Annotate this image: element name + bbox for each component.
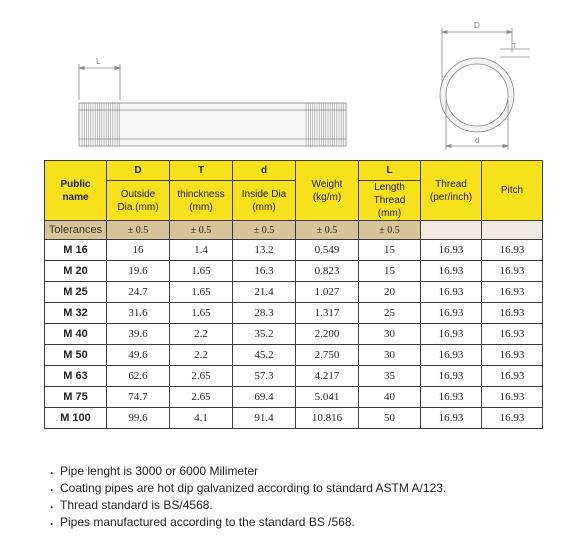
table-cell: 16.93	[482, 282, 543, 303]
header-outside	[107, 181, 170, 221]
header-thread-line-2: (per/inch)	[429, 191, 473, 203]
table-cell: 16.93	[482, 366, 543, 387]
note-item: . Pipe lenght is 3000 or 6000 Milimeter	[50, 463, 446, 480]
table-row	[45, 240, 543, 261]
header-length	[359, 181, 421, 221]
table-row	[45, 303, 543, 324]
pipe-name-cell: M 25	[45, 282, 107, 303]
table-cell: 1.027	[296, 282, 359, 303]
pipe-name-cell: M 40	[45, 324, 107, 345]
table-cell: 49.6	[107, 345, 170, 366]
table-cell: 45.2	[233, 345, 296, 366]
table-cell: 1.65	[170, 261, 233, 282]
pipe-name-cell: M 50	[45, 345, 107, 366]
table-cell: 30	[359, 345, 421, 366]
tolerance-cell: ± 0.5	[296, 221, 359, 240]
table-cell: 10.816	[296, 408, 359, 429]
table-cell: 16.93	[421, 345, 482, 366]
table-row	[45, 366, 543, 387]
table-cell: 91.4	[233, 408, 296, 429]
header-public-name	[45, 161, 107, 221]
table-cell: 35	[359, 366, 421, 387]
table-cell: 16.3	[233, 261, 296, 282]
header-thread-line-1: Thread	[435, 178, 467, 190]
pipe-name-cell: M 100	[45, 408, 107, 429]
table-cell: 1.65	[170, 303, 233, 324]
table-cell: 16.93	[421, 324, 482, 345]
table-cell: 2.65	[170, 387, 233, 408]
pipe-side-view	[79, 64, 346, 146]
tolerance-cell: ± 0.5	[233, 221, 296, 240]
table-cell: 25	[359, 303, 421, 324]
front-view-inside-label: d	[475, 136, 480, 145]
pipe-name-cell: M 75	[45, 387, 107, 408]
header-length-line-1: Length	[374, 182, 405, 193]
table-row	[45, 408, 543, 429]
header-outside-line-2: Dia.(mm)	[117, 201, 159, 213]
symbol-outside: D	[107, 161, 170, 181]
table-cell: 39.6	[107, 324, 170, 345]
table-cell: 16.93	[482, 324, 543, 345]
header-weight	[296, 161, 359, 221]
table-row	[45, 261, 543, 282]
table-cell: 1.4	[170, 240, 233, 261]
symbol-inside: d	[233, 161, 296, 181]
table-cell: 16.93	[482, 303, 543, 324]
symbol-length: L	[359, 161, 421, 181]
header-length-line-3: (mm)	[377, 208, 402, 219]
front-view-thickness-label: T	[512, 43, 517, 50]
table-cell: 2.750	[296, 345, 359, 366]
tolerance-label: Tolerances	[45, 221, 107, 240]
table-row	[45, 324, 543, 345]
table-cell: 50	[359, 408, 421, 429]
table-cell: 0.823	[296, 261, 359, 282]
table-cell: 20	[359, 282, 421, 303]
note-item: . Coating pipes are hot dip galvanized according to standard ASTM A/123.	[50, 480, 446, 497]
tolerance-row	[45, 221, 543, 240]
table-cell: 4.217	[296, 366, 359, 387]
header-inside-line-2: (mm)	[252, 201, 276, 213]
table-cell: 74.7	[107, 387, 170, 408]
header-inside	[233, 181, 296, 221]
table-row	[45, 282, 543, 303]
side-view-length-label: L	[96, 57, 101, 66]
table-cell: 5.041	[296, 387, 359, 408]
table-cell: 24.7	[107, 282, 170, 303]
table-cell: 16.93	[421, 366, 482, 387]
table-cell: 35.2	[233, 324, 296, 345]
table-cell: 16.93	[421, 282, 482, 303]
table-cell: 16.93	[482, 387, 543, 408]
pipe-name-cell: M 20	[45, 261, 107, 282]
header-weight-line-1: Weight	[311, 178, 343, 190]
table-row	[45, 345, 543, 366]
tolerance-cell: ± 0.5	[107, 221, 170, 240]
pipe-name-cell: M 16	[45, 240, 107, 261]
table-cell: 28.3	[233, 303, 296, 324]
pipe-name-cell: M 63	[45, 366, 107, 387]
table-cell: 16.93	[421, 387, 482, 408]
table-cell: 1.317	[296, 303, 359, 324]
pipe-name-cell: M 32	[45, 303, 107, 324]
table-row	[45, 387, 543, 408]
table-cell: 16	[107, 240, 170, 261]
table-cell: 30	[359, 324, 421, 345]
table-cell: 4.1	[170, 408, 233, 429]
table-cell: 31.6	[107, 303, 170, 324]
tolerance-cell	[482, 221, 543, 240]
table-cell: 0.549	[296, 240, 359, 261]
header-thickness-line-2: (mm)	[189, 201, 213, 213]
header-length-line-2: Thread	[373, 195, 406, 206]
symbol-thickness: T	[170, 161, 233, 181]
table-cell: 99.6	[107, 408, 170, 429]
table-cell: 16.93	[421, 408, 482, 429]
header-thread	[421, 161, 482, 221]
table-cell: 2.2	[170, 345, 233, 366]
front-view-outside-label: D	[474, 21, 480, 30]
table-cell: 16.93	[482, 240, 543, 261]
table-cell: 2.65	[170, 366, 233, 387]
table-cell: 69.4	[233, 387, 296, 408]
pipe-front-view	[440, 28, 530, 150]
table-cell: 2.2	[170, 324, 233, 345]
table-cell: 16.93	[421, 261, 482, 282]
notes-list	[50, 463, 446, 531]
table-cell: 16.93	[482, 345, 543, 366]
table-cell: 62.6	[107, 366, 170, 387]
header-inside-line-1: Inside Dia	[241, 188, 287, 200]
table-cell: 16.93	[482, 261, 543, 282]
table-cell: 19.6	[107, 261, 170, 282]
tolerance-cell: ± 0.5	[359, 221, 421, 240]
table-cell: 16.93	[421, 303, 482, 324]
header-thickness	[170, 181, 233, 221]
table-cell: 57.3	[233, 366, 296, 387]
table-cell: 16.93	[482, 408, 543, 429]
header-weight-line-2: (kg/m)	[312, 191, 342, 203]
header-thickness-line-1: thinckness	[177, 188, 225, 200]
table-cell: 13.2	[233, 240, 296, 261]
table-cell: 40	[359, 387, 421, 408]
note-item: . Thread standard is BS/4568.	[50, 497, 446, 514]
note-item: . Pipes manufactured according to the standard BS /568.	[50, 514, 446, 531]
pipe-drawing	[0, 0, 586, 160]
table-cell: 2.200	[296, 324, 359, 345]
table-cell: 16.93	[421, 240, 482, 261]
table-cell: 15	[359, 261, 421, 282]
header-public-name-label: Public name	[60, 178, 91, 203]
tolerance-cell: ± 0.5	[170, 221, 233, 240]
table-cell: 1.65	[170, 282, 233, 303]
table-cell: 15	[359, 240, 421, 261]
pipe-specification-table	[44, 160, 543, 429]
header-pitch: Pitch	[482, 161, 543, 221]
tolerance-cell	[421, 221, 482, 240]
table-cell: 21.4	[233, 282, 296, 303]
header-outside-line-1: Outside	[120, 188, 156, 200]
